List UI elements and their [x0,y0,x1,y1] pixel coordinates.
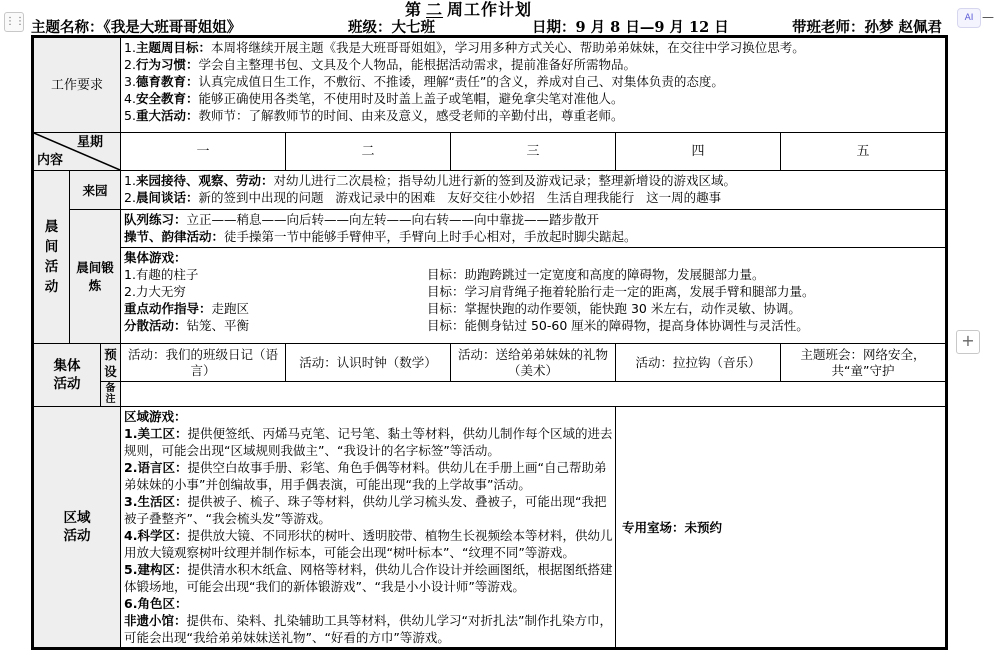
group-activity-label: 集体活动 [34,344,101,407]
work-item: 5.重大活动：教师节：了解教师节的时间、由来及意义，感受老师的辛勤付出，尊重老师。 [124,108,624,123]
exercise-line: 队列练习：立正——稍息——向后转——向左转——向右转——向中靠拢——踏步散开 [124,212,600,227]
area-item: 5.建构区：提供清水积木纸盒、网格等材料，供幼儿合作设计并绘画图纸，根据图纸搭建体锻场地，可能会出现“我们的新体锻游戏”、“我是小小设计师”等游戏。 [124,562,613,594]
special-room-cell[interactable]: 专用室场：未预约 [616,407,946,648]
arrival-item: 2.晨间谈话：新的签到中出现的问题 游戏记录中的困难 友好交往小妙招 生活自理我能行 这一周的趣事 [124,190,722,205]
arrival-label: 来园 [70,171,121,210]
work-requirements-cell[interactable] [121,38,946,133]
role-area-heading: 6.角色区： [124,596,188,611]
morning-exercise-label: 晨间锻炼 [70,210,121,344]
area-item: 4.科学区：提供放大镜、不同形状的树叶、透明胶带、植物生长视频绘本等材料，供幼儿用放大镜观察树叶纹理并制作标本，可能会出现“树叶标本”、“纹理不同”等游戏。 [124,528,613,560]
grouped-activity-row: 分散活动：钻笼、平衡 目标：能侧身钻过 50-60 厘米的障碍物，提高身体协调性与灵活性。 [124,318,809,333]
ai-assistant-button[interactable]: AI [957,8,981,28]
area-games-cell[interactable] [121,407,616,648]
day-header: 一 [121,133,286,171]
exercise-routine-cell[interactable] [121,210,946,248]
work-item: 4.安全教育：能够正确使用各类笔，不使用时及时盖上盖子或笔帽，避免拿尖笔对准他人。 [124,91,624,106]
group-activity-cell[interactable]: 活动：拉拉钩（音乐） [616,344,781,382]
day-header: 三 [451,133,616,171]
area-item: 1.美工区：提供便签纸、丙烯马克笔、记号笔、黏土等材料，供幼儿制作每个区域的进去规则，可能会出现“区域规则我做主”、“我设计的名字标签”等活动。 [124,426,613,458]
title-prefix: 第 [405,0,423,19]
morning-activity-label: 晨间活动 [34,171,70,344]
group-activity-cell[interactable]: 活动：认识时钟（数学） [286,344,451,382]
area-item: 2.语言区：提供空白故事手册、彩笔、角色手偶等材料。供幼儿在手册上画“自己帮助弟弟妹妹的小事”并创编故事，用手偶表演，可能出现“我的上学故事”活动。 [124,460,607,492]
game-row: 2.力大无穷 目标：学习肩背绳子拖着轮胎行走一定的距离，发展手臂和腿部力量。 [124,284,815,299]
area-item: 非遗小馆：提供布、染料、扎染辅助工具等材料，供幼儿学习“对折扎法”制作扎染方巾，可能会出现“我给弟弟妹妹送礼物”、“好看的方巾”等游戏。 [124,613,612,645]
group-activity-cell[interactable]: 活动：我们的班级日记（语言） [121,344,286,382]
group-activity-cell[interactable]: 活动：送给弟弟妹妹的礼物（美术） [451,344,616,382]
theme-name[interactable]: 主题名称：《我是大班哥哥姐姐》 [31,19,242,36]
exercise-games-cell[interactable] [121,248,946,344]
preset-label: 预设 [101,344,121,382]
group-activity-cell[interactable]: 主题班会：网络安全，共“童”守护 [781,344,946,382]
area-activity-label: 区域活动 [34,407,121,648]
day-header: 四 [616,133,781,171]
title-suffix: 周工作计划 [447,0,533,19]
key-action-row: 重点动作指导：走跑区 目标：掌握快跑的动作要领，能快跑 30 米左右，动作灵敏、协调。 [124,301,801,316]
work-item: 2.行为习惯：学会自主整理书包、文具及个人物品，能根据活动需求，提前准备好所需物品。 [124,57,636,72]
arrival-item: 1.来园接待、观察、劳动：对幼儿进行二次晨检；指导幼儿进行新的签到及游戏记录；整理新增设的游戏区域。 [124,173,736,188]
game-row: 1.有趣的柱子 目标：助跑跨跳过一定宽度和高度的障碍物，发展腿部力量。 [124,267,765,282]
add-row-button[interactable]: + [956,330,980,354]
work-requirements-label: 工作要求 [34,38,121,133]
drag-handle-icon[interactable]: ⋮⋮ [4,12,24,32]
title-week-number[interactable]: 二 [426,0,444,19]
class-name[interactable]: 班级：大七班 [348,19,435,36]
teacher-names[interactable]: 带班老师：孙梦 赵佩君 [792,19,943,36]
arrival-cell[interactable] [121,171,946,210]
work-item: 1.主题周目标：本周将继续开展主题《我是大班哥哥姐姐》，学习用多种方式关心、帮助弟弟妹妹，在交往中学习换位思考。 [124,40,805,55]
day-header: 五 [781,133,946,171]
note-label: 备注 [101,382,121,407]
area-item: 3.生活区：提供被子、梳子、珠子等材料，供幼儿学习梳头发、叠被子，可能出现“我把被子叠整齐”、“我会梳头发”等游戏。 [124,494,607,526]
content-label: 内容 [37,153,64,168]
info-bar [0,16,994,38]
minimize-icon[interactable]: — [982,10,994,24]
area-games-heading: 区域游戏： [124,409,187,424]
date-range[interactable]: 日期：9 月 8 日—9 月 12 日 [532,19,729,36]
header-diagonal-cell [34,133,121,171]
exercise-line: 操节、韵律活动：徒手操第一节中能够手臂伸平，手臂向上时手心相对，手放起时脚尖踮起。 [124,229,637,244]
collective-games-heading: 集体游戏： [124,250,187,265]
weekly-plan-table [33,37,946,648]
work-item: 3.德育教育：认真完成值日生工作，不敷衍、不推诿，理解“责任”的含义，养成对自己、对集体负责的态度。 [124,74,724,89]
week-label: 星期 [76,135,103,150]
note-cell[interactable] [121,382,946,407]
day-header: 二 [286,133,451,171]
